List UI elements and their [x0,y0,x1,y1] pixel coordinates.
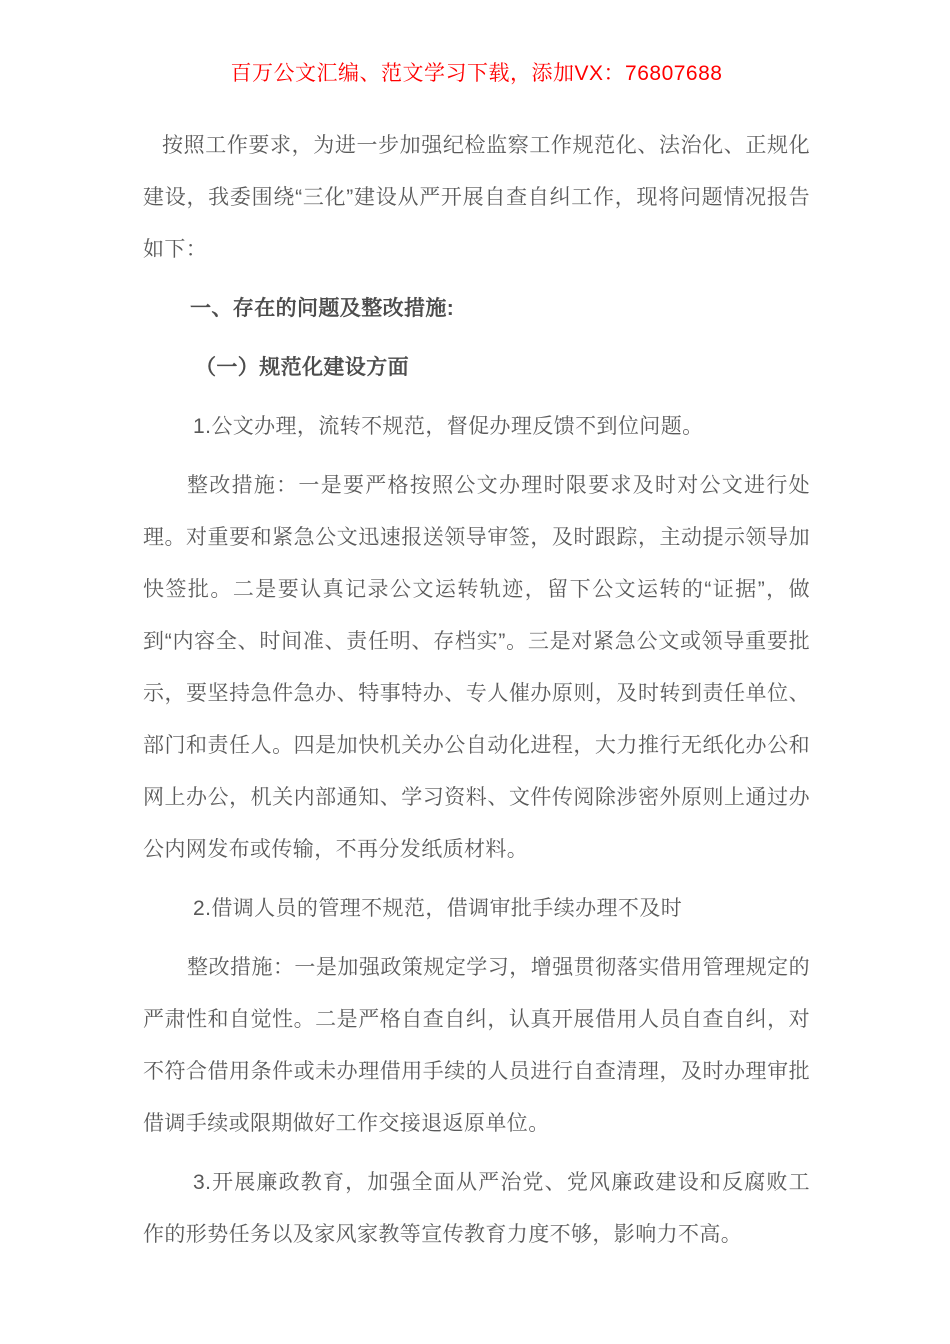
problem-item-2: 2.借调人员的管理不规范，借调审批手续办理不及时 [193,897,683,920]
problem-item-3: 3.开展廉政教育，加强全面从严治党、党风廉政建设和反腐败工作的形势任务以及家风家教等宣传教育力度不够，影响力不高。 [143,1171,810,1246]
intro-paragraph: 按照工作要求，为进一步加强纪检监察工作规范化、法治化、正规化建设，我委围绕“三化”建设从严开展自查自纠工作，现将问题情况报告如下： [143,134,810,261]
problem-item-1: 1.公文办理，流转不规范，督促办理反馈不到位问题。 [193,415,704,438]
promo-banner-text: 百万公文汇编、范文学习下载，添加VX：76807688 [230,62,723,85]
subsection-heading-standardization: （一）规范化建设方面 [195,356,409,379]
section-heading-problems-and-measures: 一、存在的问题及整改措施: [190,297,455,320]
document-body [143,120,810,1261]
measures-paragraph-2: 整改措施：一是加强政策规定学习，增强贯彻落实借用管理规定的严肃性和自觉性。二是严格自查自纠，认真开展借用人员自查自纠，对不符合借用条件或未办理借用手续的人员进行自查清理，及时办理审批借调手续或限期做好工作交接退返原单位。 [143,956,810,1135]
measures-paragraph-1: 整改措施：一是要严格按照公文办理时限要求及时对公文进行处理。对重要和紧急公文迅速报送领导审签，及时跟踪，主动提示领导加快签批。二是要认真记录公文运转轨迹，留下公文运转的“证据”，做到“内容全、时间准、责任明、存档实”。三是对紧急公文或领导重要批示，要坚持急件急办、特事特办、专人催办原则，及时转到责任单位、部门和责任人。四是加快机关办公自动化进程，大力推行无纸化办公和网上办公，机关内部通知、学习资料、文件传阅除涉密外原则上通过办公内网发布或传输，不再分发纸质材料。 [143,474,810,861]
